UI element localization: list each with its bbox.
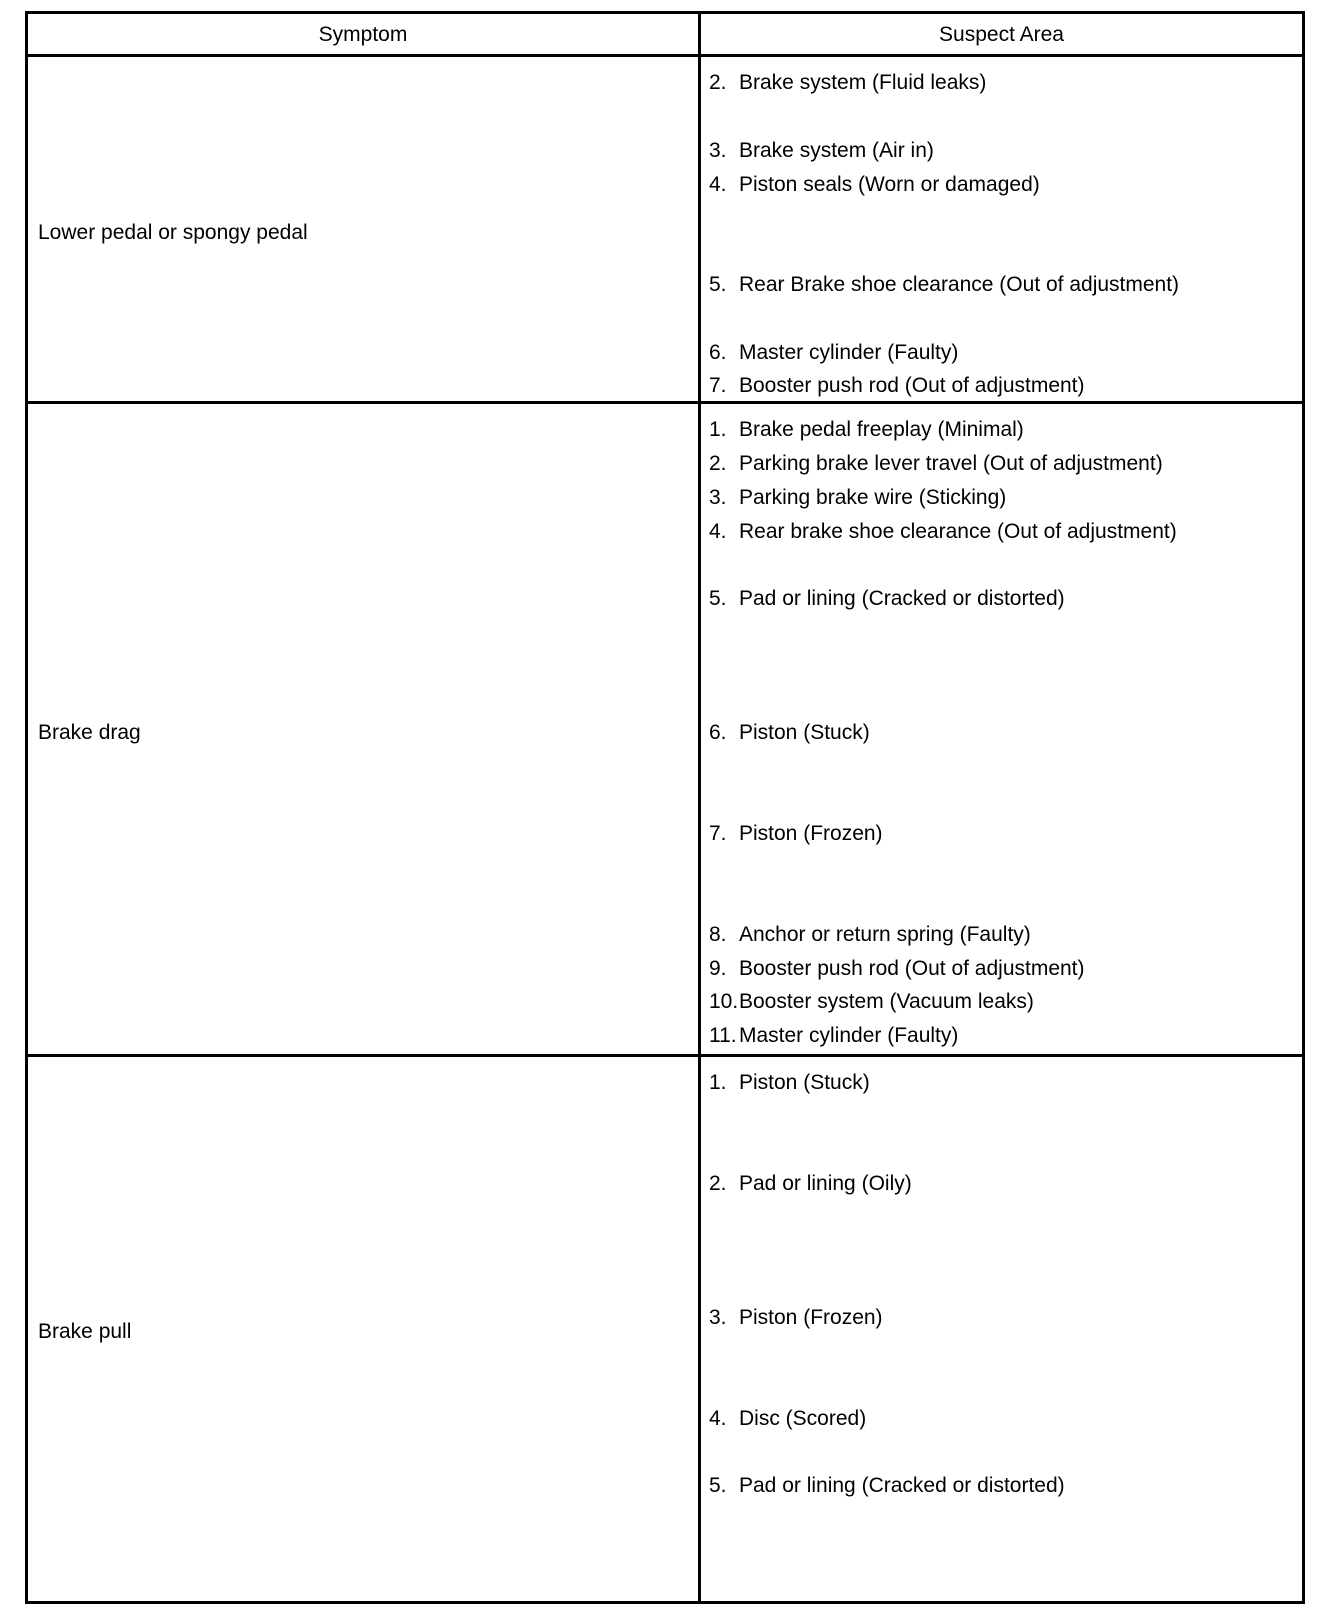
item-number: 7. — [709, 822, 727, 845]
item-number: 1. — [709, 418, 727, 441]
item-number: 7. — [709, 374, 727, 397]
symptom-cell: Lower pedal or spongy pedal — [38, 221, 308, 244]
row-divider-2 — [28, 1054, 1302, 1057]
item-number: 2. — [709, 452, 727, 475]
item-text: Piston seals (Worn or damaged) — [739, 173, 1040, 196]
item-text: Piston (Frozen) — [739, 822, 883, 845]
item-number: 5. — [709, 273, 727, 296]
item-text: Pad or lining (Cracked or distorted) — [739, 587, 1065, 610]
row-divider-1 — [28, 401, 1302, 404]
item-text: Parking brake wire (Sticking) — [739, 486, 1007, 509]
suspect-item — [709, 70, 986, 96]
item-text: Piston (Stuck) — [739, 1071, 870, 1094]
item-number: 3. — [709, 139, 727, 162]
item-text: Booster push rod (Out of adjustment) — [739, 957, 1085, 980]
suspect-item — [709, 821, 883, 847]
item-text: Master cylinder (Faulty) — [739, 341, 959, 364]
item-number: 6. — [709, 721, 727, 744]
symptom-cell: Brake drag — [38, 721, 141, 744]
suspect-item — [709, 340, 958, 366]
item-number: 1. — [709, 1071, 727, 1094]
suspect-item — [709, 373, 1085, 399]
troubleshooting-table — [25, 11, 1305, 1604]
item-number: 6. — [709, 341, 727, 364]
item-text: Booster push rod (Out of adjustment) — [739, 374, 1085, 397]
item-number: 2. — [709, 1172, 727, 1195]
item-text: Pad or lining (Oily) — [739, 1172, 912, 1195]
item-text: Piston (Frozen) — [739, 1306, 883, 1329]
item-text: Brake system (Air in) — [739, 139, 934, 162]
item-text: Anchor or return spring (Faulty) — [739, 923, 1031, 946]
item-number: 4. — [709, 1407, 727, 1430]
item-text: Booster system (Vacuum leaks) — [739, 990, 1034, 1013]
symptom-cell: Brake pull — [38, 1320, 132, 1343]
suspect-item — [709, 417, 1024, 443]
item-number: 4. — [709, 520, 727, 543]
item-text: Piston (Stuck) — [739, 721, 870, 744]
suspect-item — [709, 1023, 958, 1049]
suspect-item — [709, 1070, 870, 1096]
item-text: Disc (Scored) — [739, 1407, 867, 1430]
item-number: 3. — [709, 486, 727, 509]
item-number: 10. — [709, 990, 739, 1013]
item-text: Brake system (Fluid leaks) — [739, 71, 987, 94]
item-text: Rear Brake shoe clearance (Out of adjustment) — [739, 273, 1180, 296]
suspect-item — [709, 485, 1006, 511]
item-number: 2. — [709, 71, 727, 94]
suspect-item — [709, 956, 1085, 982]
suspect-item — [709, 922, 1031, 948]
item-number: 5. — [709, 1474, 727, 1497]
suspect-item — [709, 1406, 866, 1432]
item-text: Master cylinder (Faulty) — [739, 1024, 959, 1047]
suspect-item — [709, 1171, 912, 1197]
header-symptom: Symptom — [318, 23, 408, 46]
item-number: 4. — [709, 173, 727, 196]
suspect-item — [709, 272, 1179, 298]
header-suspect-area: Suspect Area — [939, 23, 1064, 46]
item-number: 9. — [709, 957, 727, 980]
suspect-item — [709, 720, 870, 746]
item-text: Rear brake shoe clearance (Out of adjustment) — [739, 520, 1177, 543]
item-number: 5. — [709, 587, 727, 610]
suspect-item — [709, 1473, 1065, 1499]
suspect-item — [709, 989, 1034, 1015]
suspect-item — [709, 451, 1163, 477]
item-number: 8. — [709, 923, 727, 946]
suspect-item — [709, 138, 934, 164]
item-text: Brake pedal freeplay (Minimal) — [739, 418, 1024, 441]
item-text: Pad or lining (Cracked or distorted) — [739, 1474, 1065, 1497]
item-number: 11. — [709, 1024, 737, 1047]
column-divider — [698, 14, 701, 1601]
item-text: Parking brake lever travel (Out of adjustment) — [739, 452, 1163, 475]
suspect-item — [709, 1305, 883, 1331]
suspect-item — [709, 519, 1177, 545]
suspect-item — [709, 586, 1065, 612]
item-number: 3. — [709, 1306, 727, 1329]
suspect-item — [709, 172, 1040, 198]
